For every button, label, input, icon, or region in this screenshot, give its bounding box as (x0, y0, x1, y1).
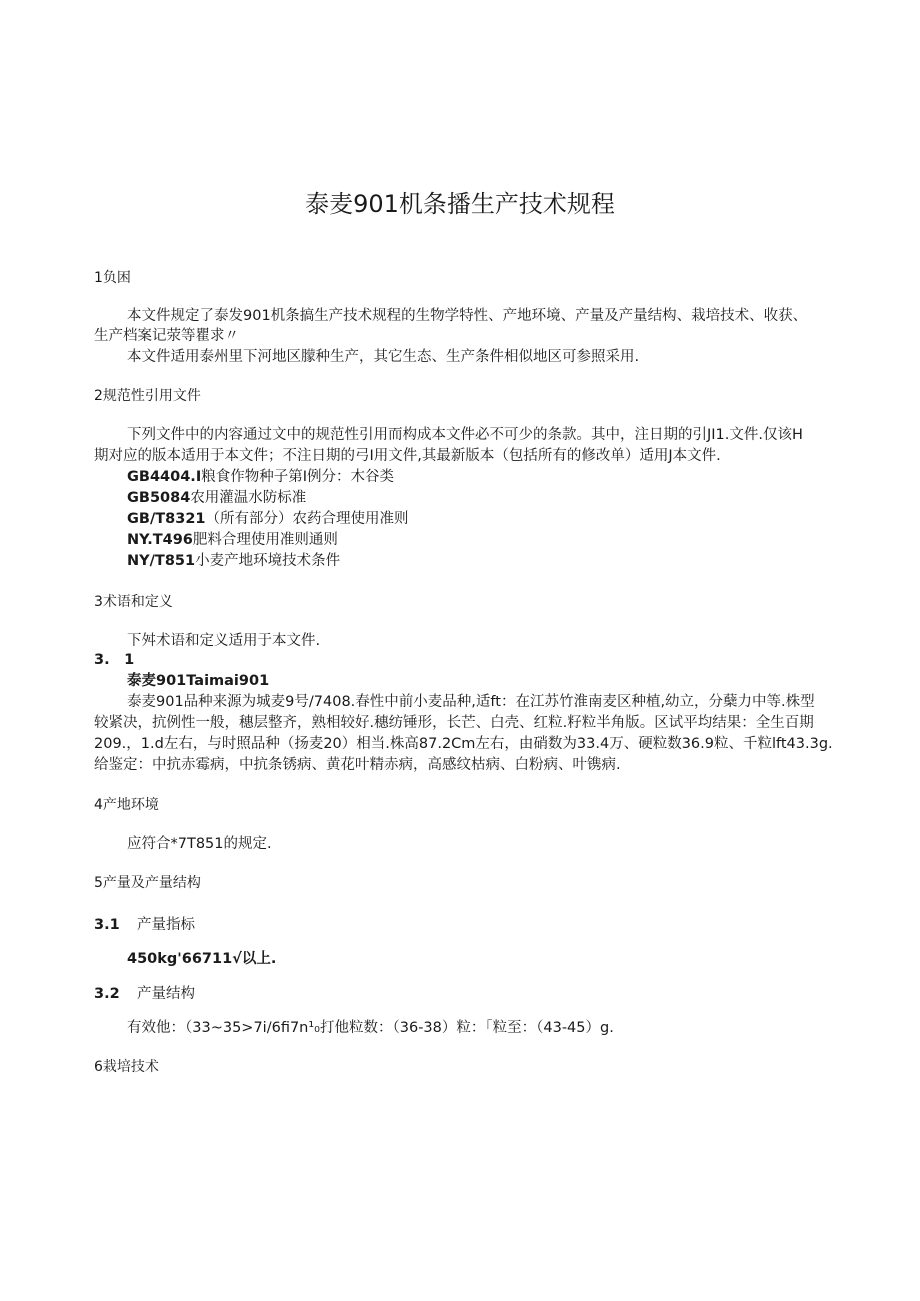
term-definition-line-1: 泰麦901品种来源为城麦9号/7408.春性中前小麦品种,适ft：在江苏竹淮南麦区种植,幼立，分蘖力中等.株型 (127, 694, 815, 710)
section-1-paragraph-2: 本文件适用泰州里下河地区朦种生产，其它生态、生产条件相似地区可参照采用. (127, 349, 640, 365)
section-2-paragraph-line-1: 下列文件中的内容通过文中的规范性引用而构成本文件必不可少的条款。其中，注日期的引JI1.文件.仅该H (127, 427, 803, 443)
term-definition-line-4: 给鉴定：中抗赤霉病，中抗条锈病、黄花叶精赤病，高感纹枯病、白粉病、叶镌病. (94, 757, 621, 773)
reference-code: NY.T496 (127, 532, 193, 548)
reference-code: GB/T8321 (127, 511, 206, 527)
reference-item (127, 509, 409, 529)
yield-structure-text: 有效他：（33~35>7i/6fi7n¹₀打他粒数：（36-38）粒：「粒至：（43-45）g. (127, 1020, 614, 1036)
subclause-title: 产量结构 (137, 986, 195, 1002)
reference-item (127, 551, 340, 571)
section-3-intro: 下舛术语和定义适用于本文件. (127, 633, 321, 649)
reference-code: GB4404.I (127, 469, 202, 485)
reference-code: NY/T851 (127, 553, 196, 569)
subclause-title: 产量指标 (137, 917, 195, 933)
section-1-heading: 1负困 (94, 270, 131, 286)
reference-item (127, 530, 338, 550)
reference-text: 农用灌温水防标准 (190, 490, 307, 506)
reference-text: 肥料合理使用准则通则 (192, 532, 338, 548)
section-4-heading: 4产地环境 (94, 797, 159, 813)
term-name: 泰麦901Taimai901 (127, 673, 270, 689)
section-2-heading: 2规范性引用文件 (94, 388, 201, 404)
section-6-heading: 6栽培技术 (94, 1059, 159, 1075)
section-1-paragraph-line-2: 生产档案记荥等瞿求〃 (94, 328, 239, 344)
section-5-heading: 5产量及产量结构 (94, 875, 201, 891)
section-2-paragraph-line-2: 期对应的版本适用于本文件；不注日期的弓I用文件,其最新版本（包括所有的修改单）适用J本文件. (94, 448, 721, 464)
subclause-number: 3.1 (94, 917, 120, 933)
reference-code: GB5084 (127, 490, 191, 506)
document-title: 泰麦901机条播生产技术规程 (305, 190, 615, 218)
reference-text: 粮食作物种子第I例分：木谷类 (201, 469, 394, 485)
reference-text: （所有部分）农药合理使用准则 (205, 511, 409, 527)
reference-text: 小麦产地环境技术条件 (195, 553, 341, 569)
term-definition-line-2: 较紧决，抗例性一般，穗层整齐，熟相较好.穗纺锤形，长芒、白壳、红粒.籽粒半角版。区试平均结果：全生百期 (94, 715, 814, 731)
section-4-paragraph: 应符合*7T851的规定. (127, 836, 272, 852)
yield-target-text: 450kg'66711√以上. (127, 951, 277, 967)
reference-item (127, 467, 394, 487)
reference-item (127, 488, 306, 508)
term-definition-line-3: 209.，1.d左右，与时照品种（扬麦20）相当.株高87.2Cm左右，由硝数为33.4万、硬粒数36.9粒、千粒lft43.3g. (94, 736, 833, 752)
subclause-number: 3.2 (94, 986, 120, 1002)
clause-number: 3. 1 (94, 652, 135, 668)
section-3-heading: 3术语和定义 (94, 594, 173, 610)
section-1-paragraph-line-1: 本文件规定了泰发901机条搞生产技术规程的生物学特性、产地环境、产量及产量结构、栽培技术、收获、 (127, 308, 808, 324)
